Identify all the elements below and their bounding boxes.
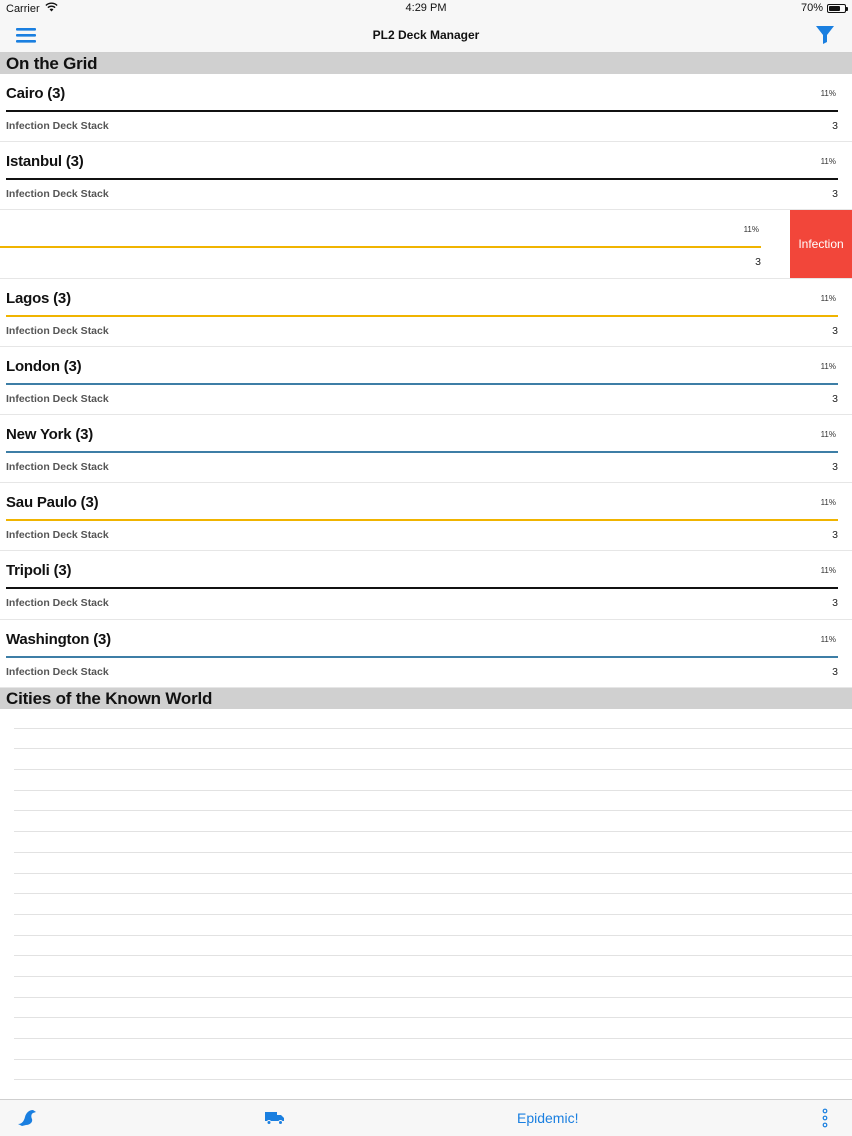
deck-stack-label: Infection Deck Stack: [6, 529, 109, 542]
list-item[interactable]: [0, 620, 852, 688]
city-name: Washington (3): [6, 630, 111, 648]
empty-row-separator: [14, 708, 852, 729]
card-count: 3: [832, 597, 838, 610]
nav-title: PL2 Deck Manager: [372, 28, 480, 42]
battery-group: [801, 2, 846, 14]
probability-label: 11%: [820, 498, 836, 508]
carrier-label: Carrier: [6, 2, 40, 15]
city-name: New York (3): [6, 425, 94, 443]
known-world-list: [14, 708, 852, 1080]
city-name: Cairo (3): [6, 85, 66, 102]
filter-icon[interactable]: [814, 24, 836, 46]
city-name: Lagos (3): [6, 289, 71, 307]
deck-stack-label: Infection Deck Stack: [6, 460, 109, 473]
color-divider: [6, 451, 838, 453]
list-item-content: [0, 210, 775, 277]
probability-label: 11%: [743, 225, 759, 235]
list-item-content: [0, 483, 852, 550]
deck-stack-label: Infection Deck Stack: [6, 392, 109, 405]
empty-row-separator: [14, 1039, 852, 1060]
epidemic-button[interactable]: Epidemic!: [517, 1110, 579, 1126]
section-title: On the Grid: [6, 54, 98, 73]
list-item-content: [0, 74, 852, 141]
color-divider: [6, 315, 838, 317]
deck-stack-label: Infection Deck Stack: [6, 665, 109, 678]
deck-stack-label: Infection Deck Stack: [6, 597, 109, 610]
list-item[interactable]: [0, 142, 852, 210]
status-time: 4:29 PM: [405, 2, 447, 14]
probability-label: 11%: [820, 89, 836, 98]
empty-row-separator: [14, 729, 852, 750]
color-divider: [0, 246, 761, 248]
list-item[interactable]: [0, 74, 852, 142]
color-divider: [6, 110, 838, 112]
deck-stack-label: Infection Deck Stack: [6, 120, 109, 132]
empty-row-separator: [14, 853, 852, 874]
card-count: 3: [832, 120, 838, 132]
section-header-on-the-grid: [0, 53, 852, 74]
battery-icon: [827, 4, 846, 13]
truck-icon[interactable]: [264, 1110, 286, 1131]
more-vertical-icon[interactable]: [819, 1108, 831, 1133]
empty-row-separator: [14, 791, 852, 812]
empty-row-separator: [14, 874, 852, 895]
on-the-grid-list: [0, 74, 852, 688]
empty-row-separator: [14, 977, 852, 998]
list-item[interactable]: [0, 279, 852, 347]
bird-icon[interactable]: [16, 1108, 38, 1133]
deck-stack-label: Infection Deck Stack: [6, 324, 109, 337]
list-item[interactable]: [0, 347, 852, 415]
probability-label: 11%: [820, 293, 836, 303]
probability-label: 11%: [820, 157, 836, 167]
color-divider: [6, 383, 838, 385]
city-name: Tripoli (3): [6, 562, 72, 580]
city-name: Istanbul (3): [6, 153, 84, 171]
color-divider: [6, 178, 838, 180]
list-item[interactable]: [0, 551, 852, 619]
list-item-content: [0, 347, 852, 414]
list-item[interactable]: [0, 210, 852, 278]
deck-stack-label: Infection Deck Stack: [6, 188, 109, 201]
bottom-toolbar: [0, 1099, 852, 1136]
status-bar: [0, 0, 852, 16]
color-divider: [6, 519, 838, 521]
probability-label: 11%: [820, 566, 836, 576]
empty-row-separator: [14, 811, 852, 832]
navigation-bar: [0, 16, 852, 53]
list-item[interactable]: [0, 483, 852, 551]
empty-row-separator: [14, 832, 852, 853]
battery-percent: 70%: [800, 2, 823, 14]
card-count: 3: [832, 460, 838, 473]
card-count: 3: [832, 324, 838, 337]
empty-row-separator: [14, 1018, 852, 1039]
empty-row-separator: [14, 915, 852, 936]
empty-row-separator: [14, 956, 852, 977]
empty-row-separator: [14, 936, 852, 957]
probability-label: 11%: [820, 429, 836, 439]
city-name: London (3): [6, 357, 82, 375]
list-item-content: [0, 142, 852, 209]
empty-row-separator: [14, 1060, 852, 1081]
empty-row-separator: [14, 998, 852, 1019]
list-item-content: [0, 279, 852, 346]
list-item[interactable]: [0, 415, 852, 483]
list-item-content: [0, 551, 852, 618]
color-divider: [6, 656, 838, 658]
probability-label: 11%: [820, 361, 836, 371]
list-item-content: [0, 620, 852, 687]
section-title: Cities of the Known World: [6, 689, 213, 708]
section-header-known-world: [0, 688, 852, 709]
probability-label: 11%: [820, 634, 836, 644]
infection-swipe-button[interactable]: Infection: [790, 210, 852, 277]
empty-row-separator: [14, 894, 852, 915]
color-divider: [6, 587, 838, 589]
card-count: 3: [832, 392, 838, 405]
card-count: 3: [832, 529, 838, 542]
empty-row-separator: [14, 770, 852, 791]
card-count: 3: [832, 188, 838, 201]
card-count: 3: [755, 256, 761, 269]
card-count: 3: [832, 665, 838, 678]
empty-row-separator: [14, 749, 852, 770]
city-name: Sau Paulo (3): [6, 494, 99, 512]
list-item-content: [0, 415, 852, 482]
